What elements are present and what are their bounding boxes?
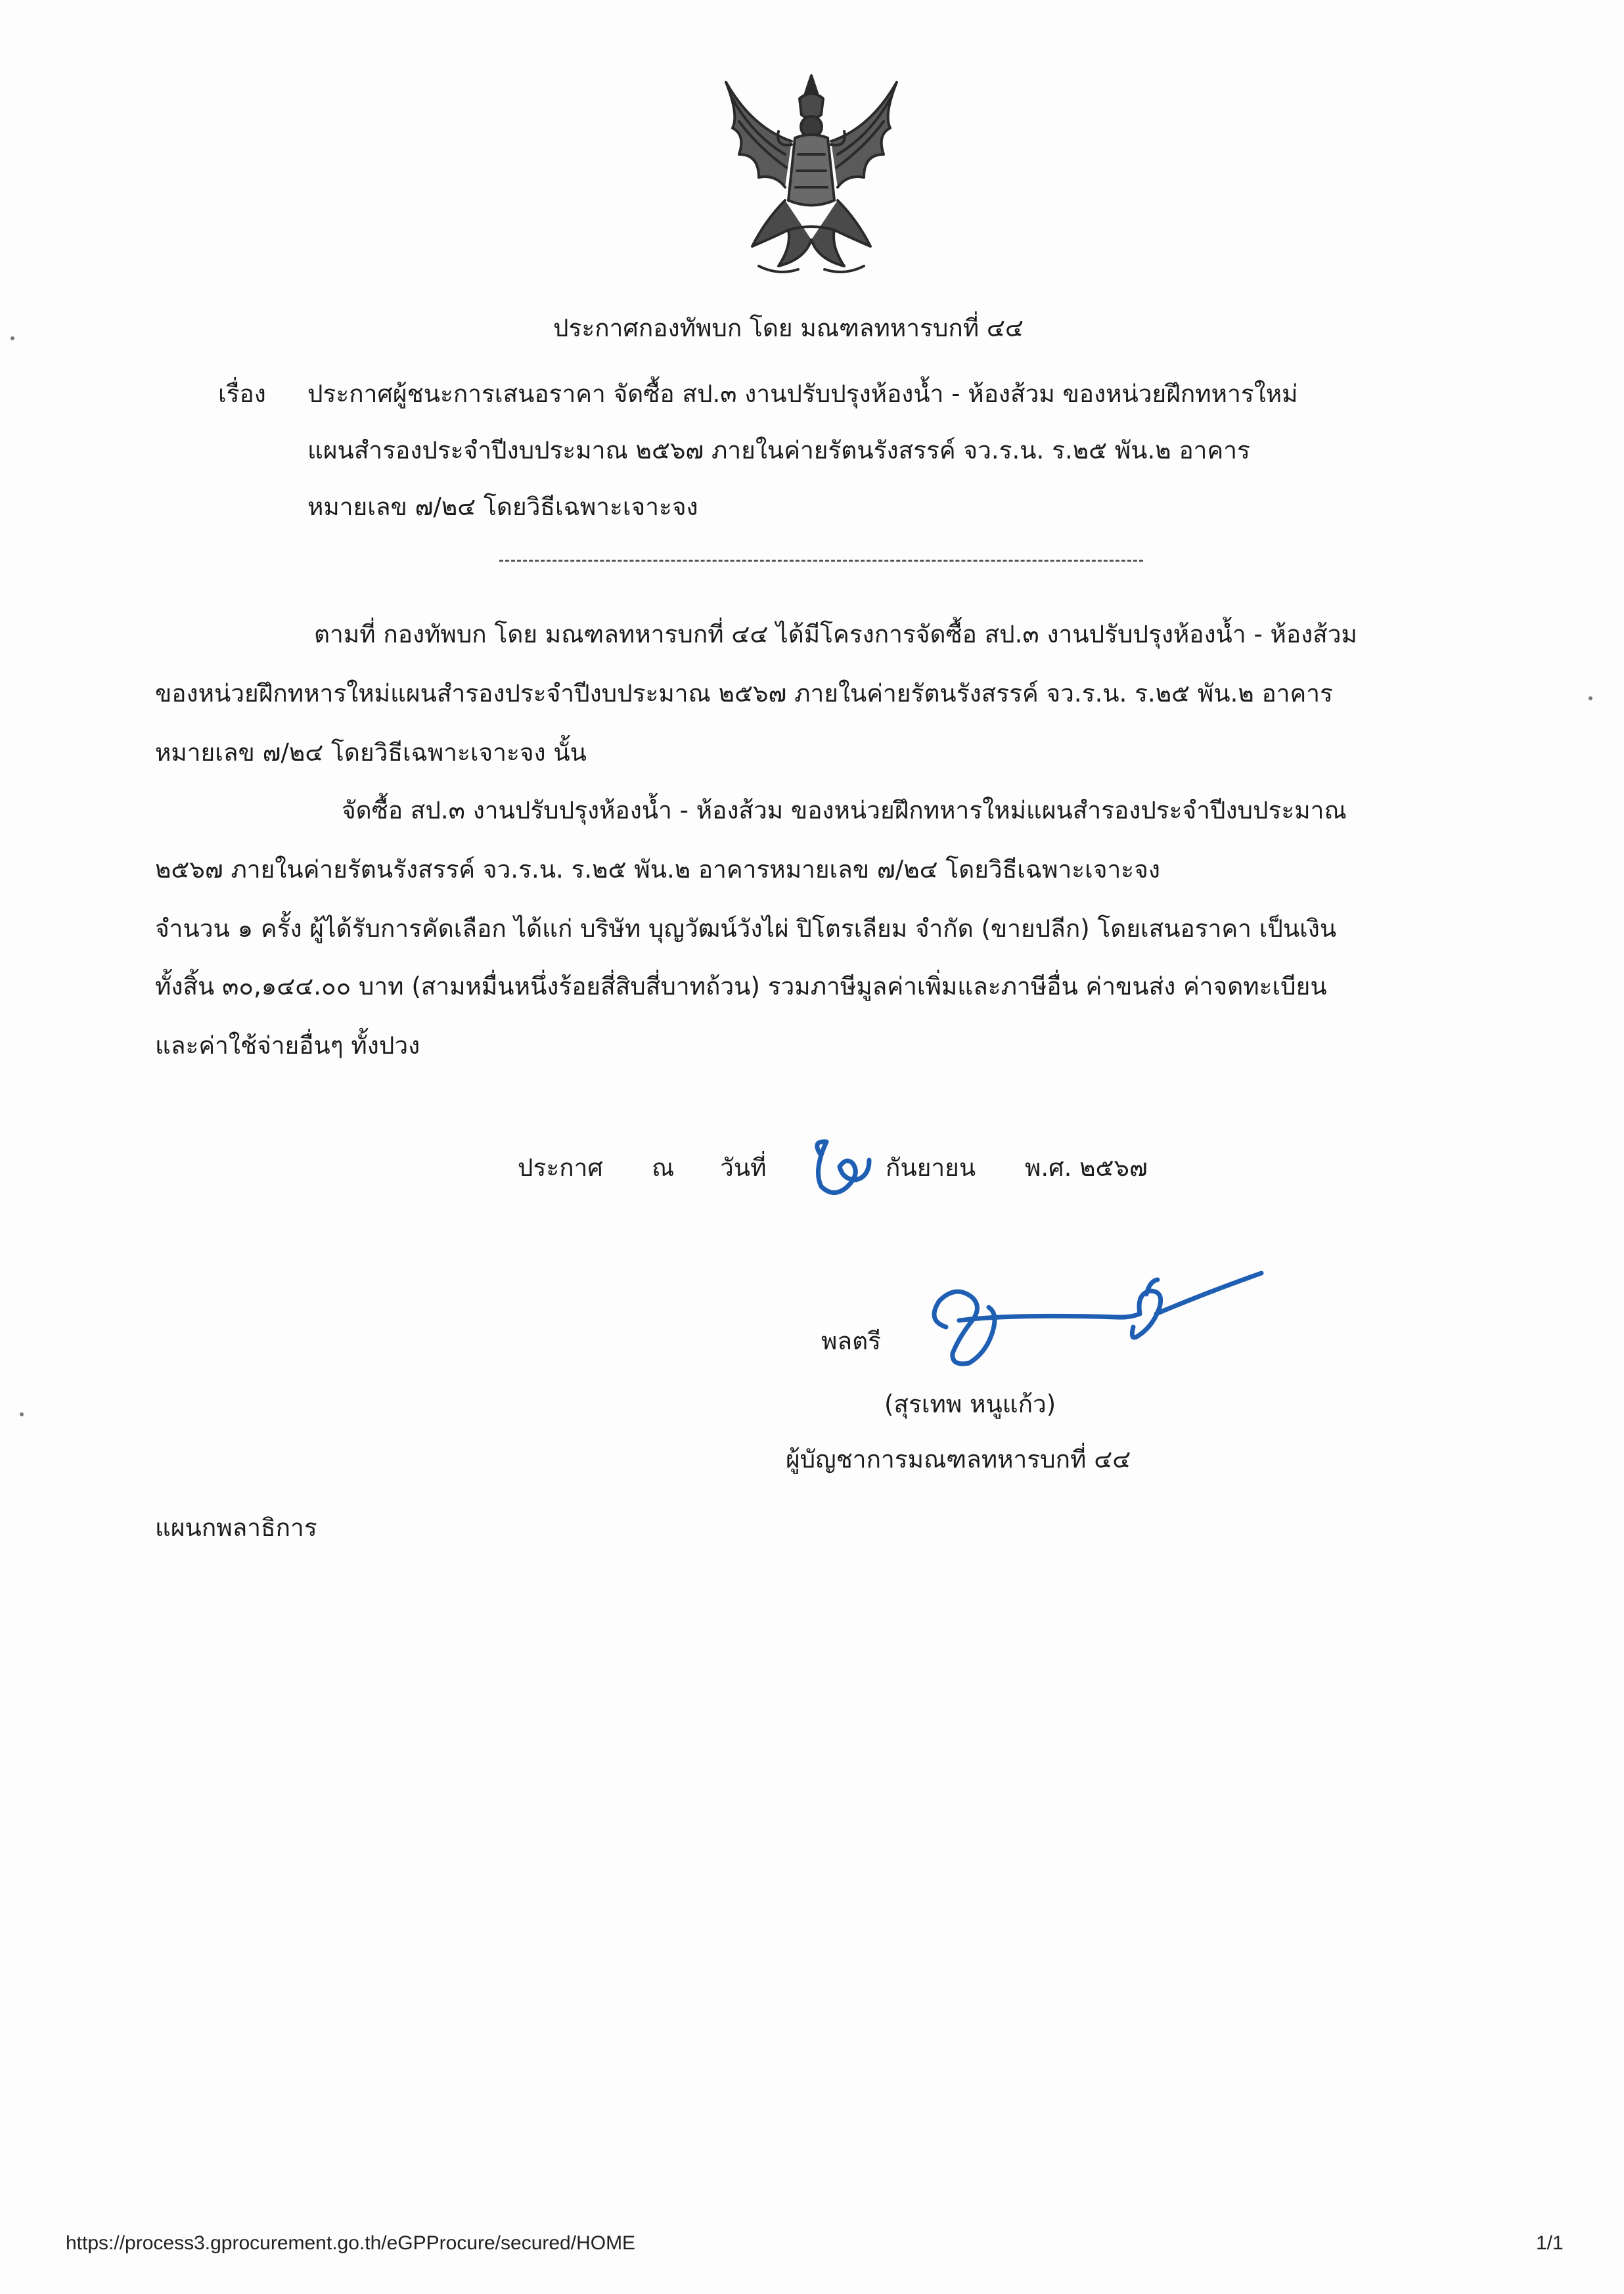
footer-page-number: 1/1 <box>1536 2232 1564 2254</box>
paragraph1-line-1: ตามที่ กองทัพบก โดย มณฑลทหารบกที่ ๔๔ ได้มีโครงการจัดซื้อ สป.๓ งานปรับปรุงห้องน้ำ - ห้องส้วม <box>314 620 1357 648</box>
signatory-name: (สุรเทพ หนูแก้ว) <box>884 1390 1056 1418</box>
subject-label: เรื่อง <box>218 380 266 408</box>
footer-url: https://process3.gprocurement.go.th/eGPProcure/secured/HOME <box>66 2232 636 2254</box>
subject-line-3: หมายเลข ๗/๒๔ โดยวิธีเฉพาะเจาะจง <box>307 493 698 521</box>
subject-line-2: แผนสำรองประจำปีงบประมาณ ๒๕๖๗ ภายในค่ายรัตนรังสรรค์ จว.ร.น. ร.๒๕ พัน.๒ อาคาร <box>307 436 1250 464</box>
date-announce-label: ประกาศ <box>518 1154 603 1182</box>
date-at-label: ณ <box>652 1154 675 1182</box>
paragraph2-line-5: และค่าใช้จ่ายอื่นๆ ทั้งปวง <box>155 1031 420 1060</box>
announcement-title: ประกาศกองทัพบก โดย มณฑลทหารบกที่ ๔๔ <box>553 314 1024 342</box>
date-year: พ.ศ. ๒๕๖๗ <box>1025 1154 1148 1182</box>
paragraph2-line-3: จำนวน ๑ ครั้ง ผู้ได้รับการคัดเลือก ได้แก่ บริษัท บุญวัฒน์วังไผ่ ปิโตรเลียม จำกัด (ขายปลีก) โดยเสนอราคา เป็นเงิน <box>155 914 1337 943</box>
handwritten-signature <box>920 1255 1274 1386</box>
subject-line-1: ประกาศผู้ชนะการเสนอราคา จัดซื้อ สป.๓ งานปรับปรุงห้องน้ำ - ห้องส้วม ของหน่วยฝึกทหารใหม่ <box>307 380 1298 408</box>
garuda-emblem-icon <box>713 69 910 286</box>
scan-speck <box>11 336 14 340</box>
date-month: กันยายน <box>886 1154 976 1182</box>
paragraph1-line-2: ของหน่วยฝึกทหารใหม่แผนสำรองประจำปีงบประมาณ ๒๕๖๗ ภายในค่ายรัตนรังสรรค์ จว.ร.น. ร.๒๕ พัน.๒ อาคาร <box>155 679 1333 708</box>
paragraph2-line-2: ๒๕๖๗ ภายในค่ายรัตนรังสรรค์ จว.ร.น. ร.๒๕ พัน.๒ อาคารหมายเลข ๗/๒๔ โดยวิธีเฉพาะเจาะจง <box>155 855 1160 884</box>
department-name: แผนกพลาธิการ <box>155 1514 317 1542</box>
scan-speck <box>20 1412 24 1416</box>
date-day-label: วันที่ <box>720 1154 767 1182</box>
paragraph1-line-3: หมายเลข ๗/๒๔ โดยวิธีเฉพาะเจาะจง นั้น <box>155 738 587 767</box>
signatory-position: ผู้บัญชาการมณฑลทหารบกที่ ๔๔ <box>786 1445 1131 1473</box>
paragraph2-line-4: ทั้งสิ้น ๓๐,๑๔๔.๐๐ บาท (สามหมื่นหนึ่งร้อยสี่สิบสี่บาทถ้วน) รวมภาษีมูลค่าเพิ่มและภาษีอื่น ค่าขนส่ง ค่าจดทะเบียน <box>155 972 1327 1001</box>
separator-line <box>499 560 1143 562</box>
signatory-rank: พลตรี <box>821 1327 881 1355</box>
paragraph2-line-1: จัดซื้อ สป.๓ งานปรับปรุงห้องน้ำ - ห้องส้วม ของหน่วยฝึกทหารใหม่แผนสำรองประจำปีงบประมาณ <box>342 796 1347 824</box>
handwritten-day-numeral <box>807 1134 879 1206</box>
scan-speck <box>1589 696 1592 700</box>
